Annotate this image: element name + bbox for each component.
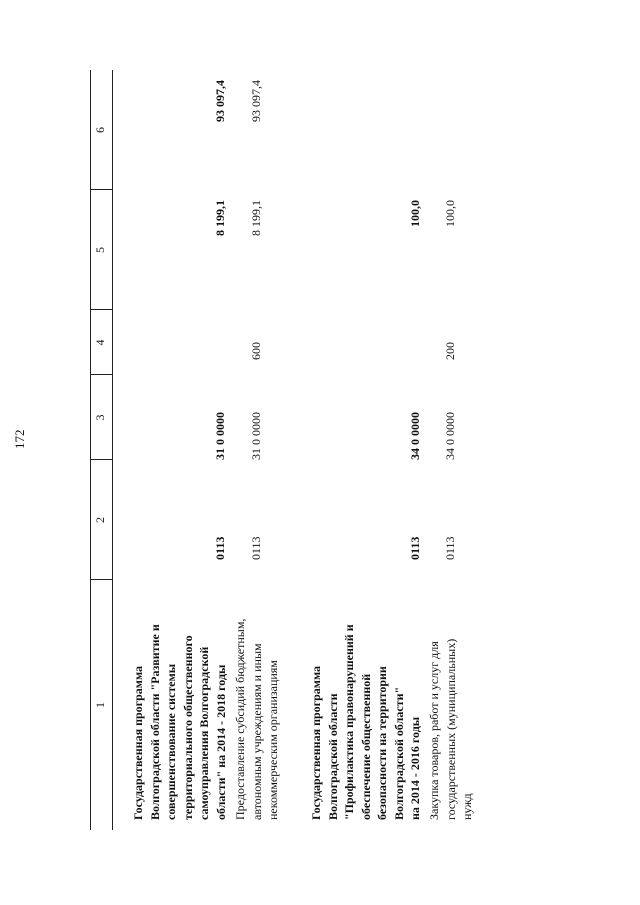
target-code: 34 0 0000 [408, 412, 422, 460]
column-number-1: 1 [93, 702, 107, 708]
amount-2016: 93 097,4 [213, 80, 227, 122]
row-label: Предоставление субсидий бюджетным, автономным учреждениям и иным некоммерческим организациям [233, 618, 280, 820]
section-code: 0113 [249, 536, 263, 560]
column-number-2: 2 [93, 517, 107, 523]
column-number-5: 5 [93, 247, 107, 253]
amount-2015: 100,0 [408, 200, 422, 227]
page-number: 172 [12, 429, 27, 449]
column-number-3: 3 [93, 414, 107, 421]
expense-type: 200 [443, 342, 457, 360]
budget-table [90, 70, 620, 830]
amount-2015: 100,0 [443, 200, 457, 227]
row-label: Государственная программа Волгоградской области "Развитие и совершенствование системы территориального общественного самоуправления Волгоградской области" на 2014 - 2018 годы [131, 624, 228, 820]
table-header-border [112, 70, 113, 830]
table-top-border [90, 70, 91, 830]
amount-2016: 93 097,4 [249, 80, 263, 122]
target-code: 31 0 0000 [249, 412, 263, 460]
section-code: 0113 [408, 536, 422, 560]
section-code: 0113 [213, 536, 227, 560]
column-number-6: 6 [93, 127, 107, 133]
row-label: Закупка товаров, работ и услуг для государственных (муниципальных) нужд [427, 638, 474, 820]
column-number-4: 4 [93, 339, 107, 346]
amount-2015: 8 199,1 [249, 200, 263, 236]
section-code: 0113 [443, 536, 457, 560]
expense-type: 600 [249, 342, 263, 360]
target-code: 31 0 0000 [213, 412, 227, 460]
target-code: 34 0 0000 [443, 412, 457, 460]
amount-2015: 8 199,1 [213, 200, 227, 236]
row-label: Государственная программа Волгоградской области "Профилактика правонарушений и обеспечение общественной безопасности на территории Волгоградской области" на 2014 - 2016 годы [309, 624, 422, 820]
